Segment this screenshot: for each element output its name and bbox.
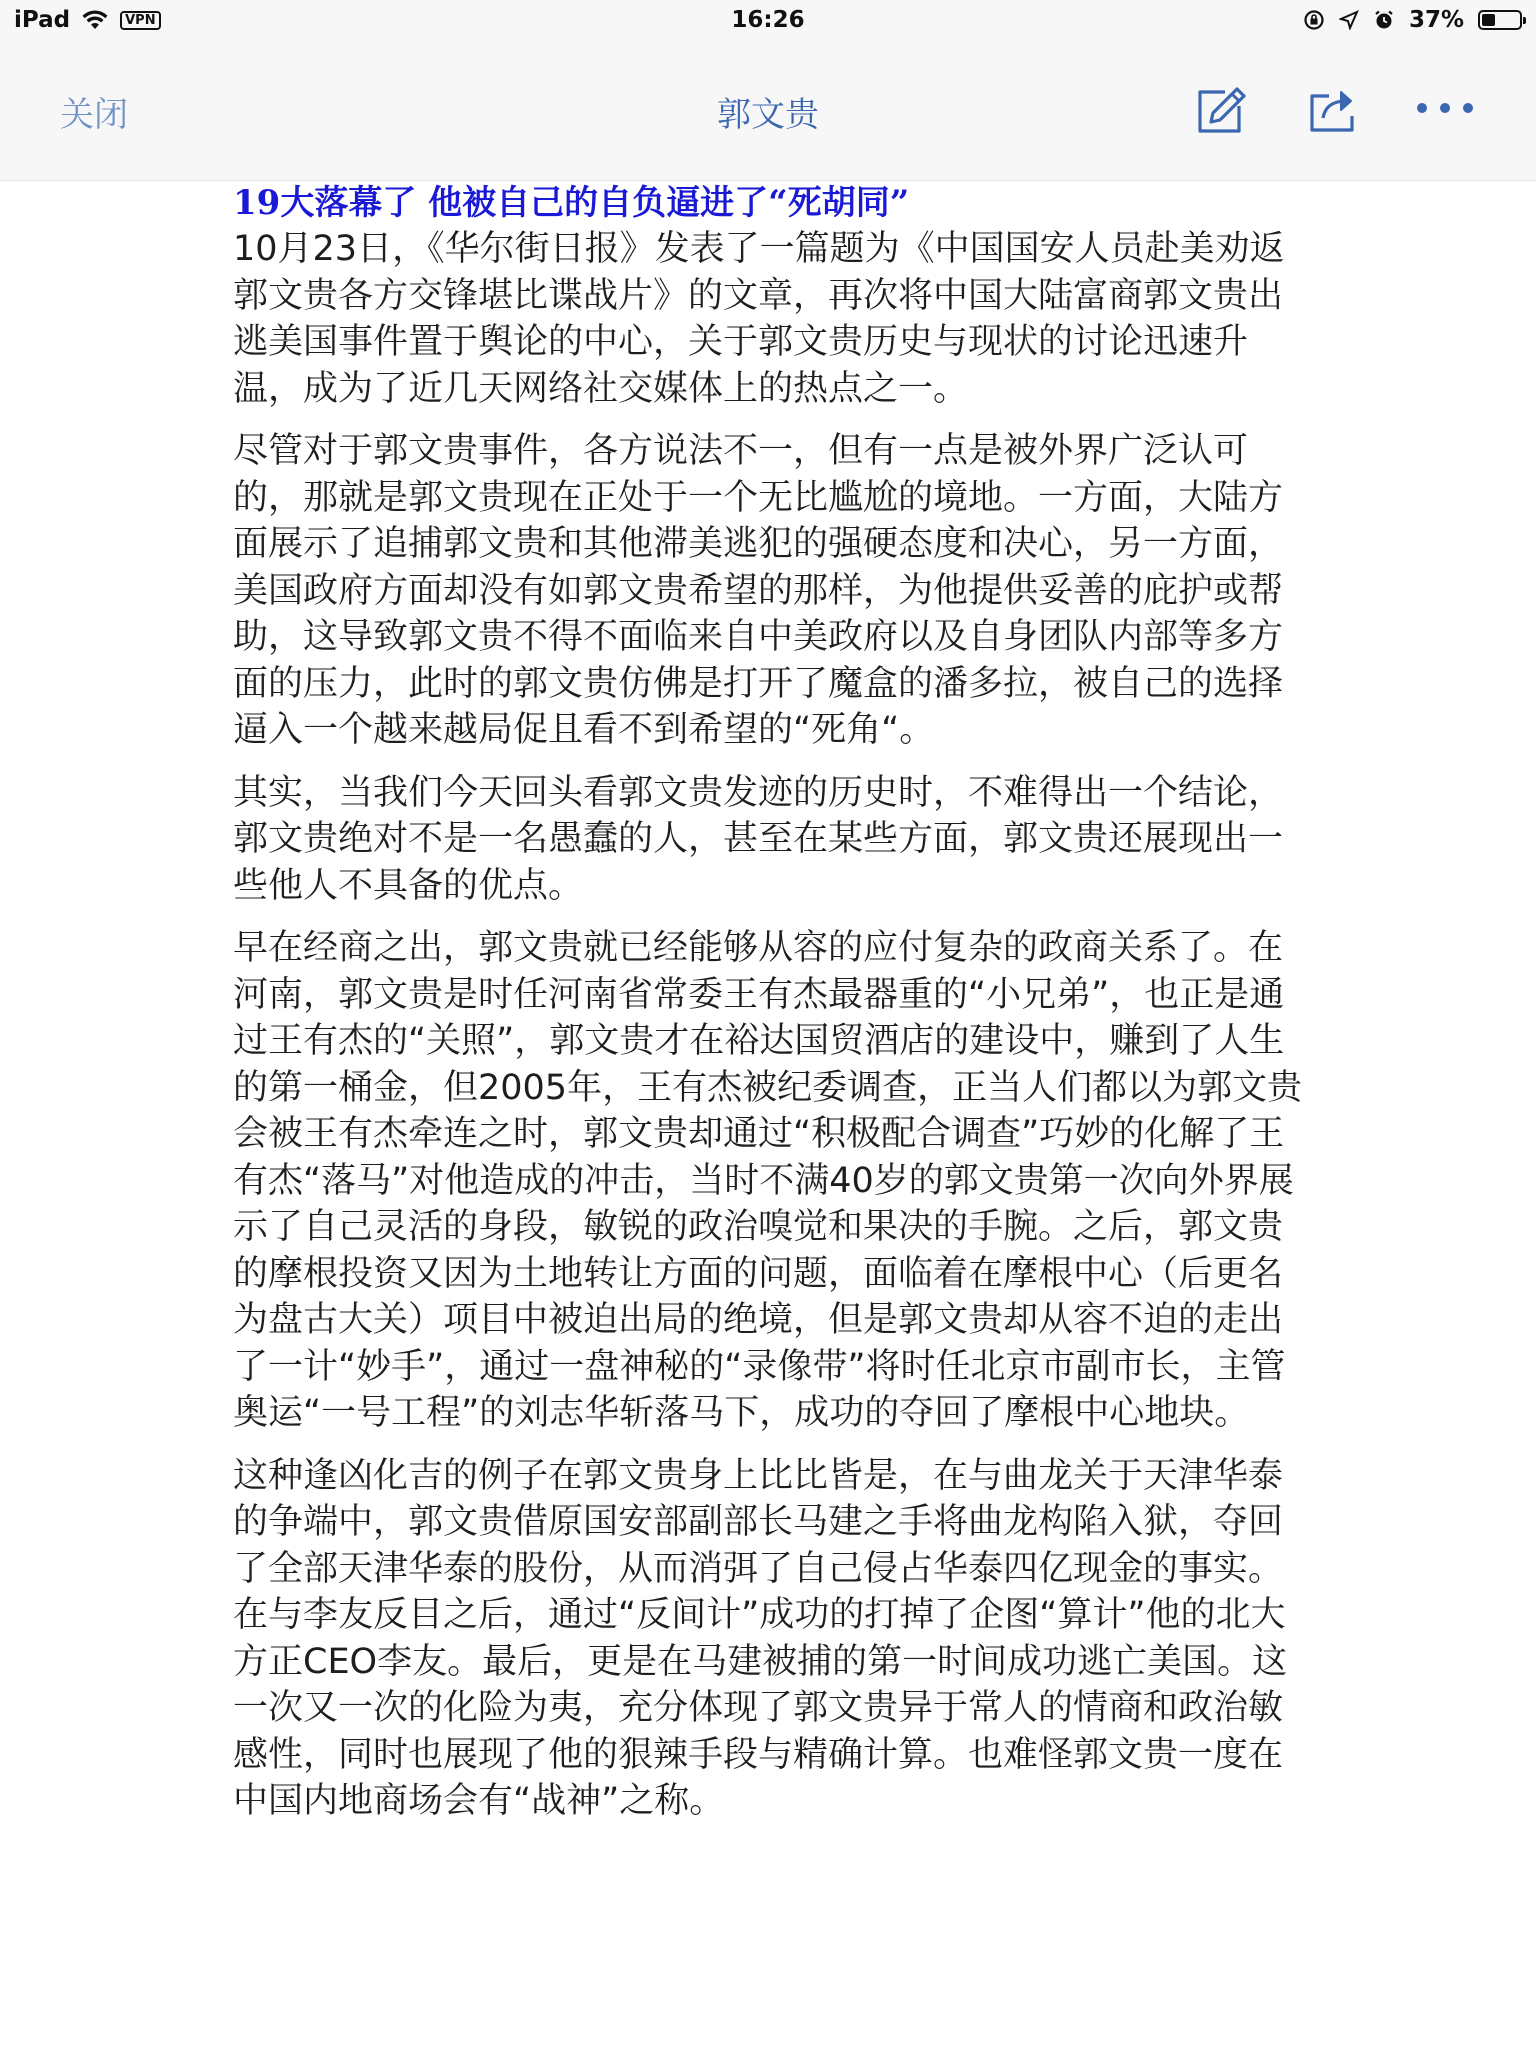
battery-icon (1478, 10, 1522, 30)
battery-percent: 37% (1408, 7, 1464, 33)
status-right (1303, 7, 1522, 33)
article-body (233, 180, 1303, 1841)
vpn-badge: VPN (120, 11, 160, 30)
share-icon[interactable] (1307, 86, 1361, 136)
battery-level (1482, 14, 1495, 26)
close-button[interactable]: 关闭 (60, 95, 128, 135)
nav-bar (0, 42, 1536, 181)
compose-icon[interactable] (1195, 86, 1247, 136)
device-name: iPad (14, 7, 71, 33)
status-time: 16:26 (731, 7, 805, 33)
article-paragraph-4: 早在经商之出，郭文贵就已经能够从容的应付复杂的政商关系了。在河南，郭文贵是时任河南省常委王有杰最器重的“小兄弟”，也正是通过王有杰的“关照”，郭文贵才在裕达国贸酒店的建设中，赚到了人生的第一桶金，但2005年，王有杰被纪委调查，正当人们都以为郭文贵会被王有杰牵连之时，郭文贵却通过“积极配合调查”巧妙的化解了王有杰“落马”对他造成的冲击，当时不满40岁的郭文贵第一次向外界展示了自己灵活的身段，敏锐的政治嗅觉和果决的手腕。之后，郭文贵的摩根投资又因为土地转让方面的问题，面临着在摩根中心（后更名为盘古大关）项目中被迫出局的绝境，但是郭文贵却从容不迫的走出了一计“妙手”，通过一盘神秘的“录像带”将时任北京市副市长，主管奥运“一号工程”的刘志华斩落马下，成功的夺回了摩根中心地块。 (233, 928, 1303, 1433)
orientation-lock-icon (1303, 9, 1325, 31)
article-paragraph-1: 10月23日，《华尔街日报》发表了一篇题为《中国国安人员赴美劝返郭文贵各方交锋堪比谍战片》的文章，再次将中国大陆富商郭文贵出逃美国事件置于舆论的中心，关于郭文贵历史与现状的讨论迅速升温，成为了近几天网络社交媒体上的热点之一。 (233, 229, 1285, 409)
location-icon (1339, 10, 1359, 30)
alarm-icon (1373, 9, 1395, 31)
page-title: 郭文贵 (717, 95, 819, 135)
article-title: 19大落幕了 他被自己的自负逼进了“死胡同” (233, 183, 910, 223)
status-bar (0, 0, 1536, 42)
article-paragraph-3: 其实，当我们今天回头看郭文贵发迹的历史时，不难得出一个结论，郭文贵绝对不是一名愚蠢的人，甚至在某些方面，郭文贵还展现出一些他人不具备的优点。 (233, 772, 1284, 906)
article-paragraph-5: 这种逢凶化吉的例子在郭文贵身上比比皆是，在与曲龙关于天津华泰的争端中，郭文贵借原国安部副部长马建之手将曲龙构陷入狱，夺回了全部天津华泰的股份，从而消弭了自己侵占华泰四亿现金的事实。在与李友反目之后，通过“反间计”成功的打掉了企图“算计”他的北大方正CEO李友。最后，更是在马建被捕的第一时间成功逃亡美国。这一次又一次的化险为夷，充分体现了郭文贵异于常人的情商和政治敏感性，同时也展现了他的狠辣手段与精确计算。也难怪郭文贵一度在中国内地商场会有“战神”之称。 (233, 1455, 1288, 1821)
article-paragraph-2: 尽管对于郭文贵事件，各方说法不一，但有一点是被外界广泛认可的，那就是郭文贵现在正处于一个无比尴尬的境地。一方面，大陆方面展示了追捕郭文贵和其他滞美逃犯的强硬态度和决心，另一方面，美国政府方面却没有如郭文贵希望的那样，为他提供妥善的庇护或帮助，这导致郭文贵不得不面临来自中美政府以及自身团队内部等多方面的压力，此时的郭文贵仿佛是打开了魔盒的潘多拉，被自己的选择逼入一个越来越局促且看不到希望的“死角“。 (233, 431, 1284, 750)
more-icon[interactable] (1414, 100, 1476, 116)
